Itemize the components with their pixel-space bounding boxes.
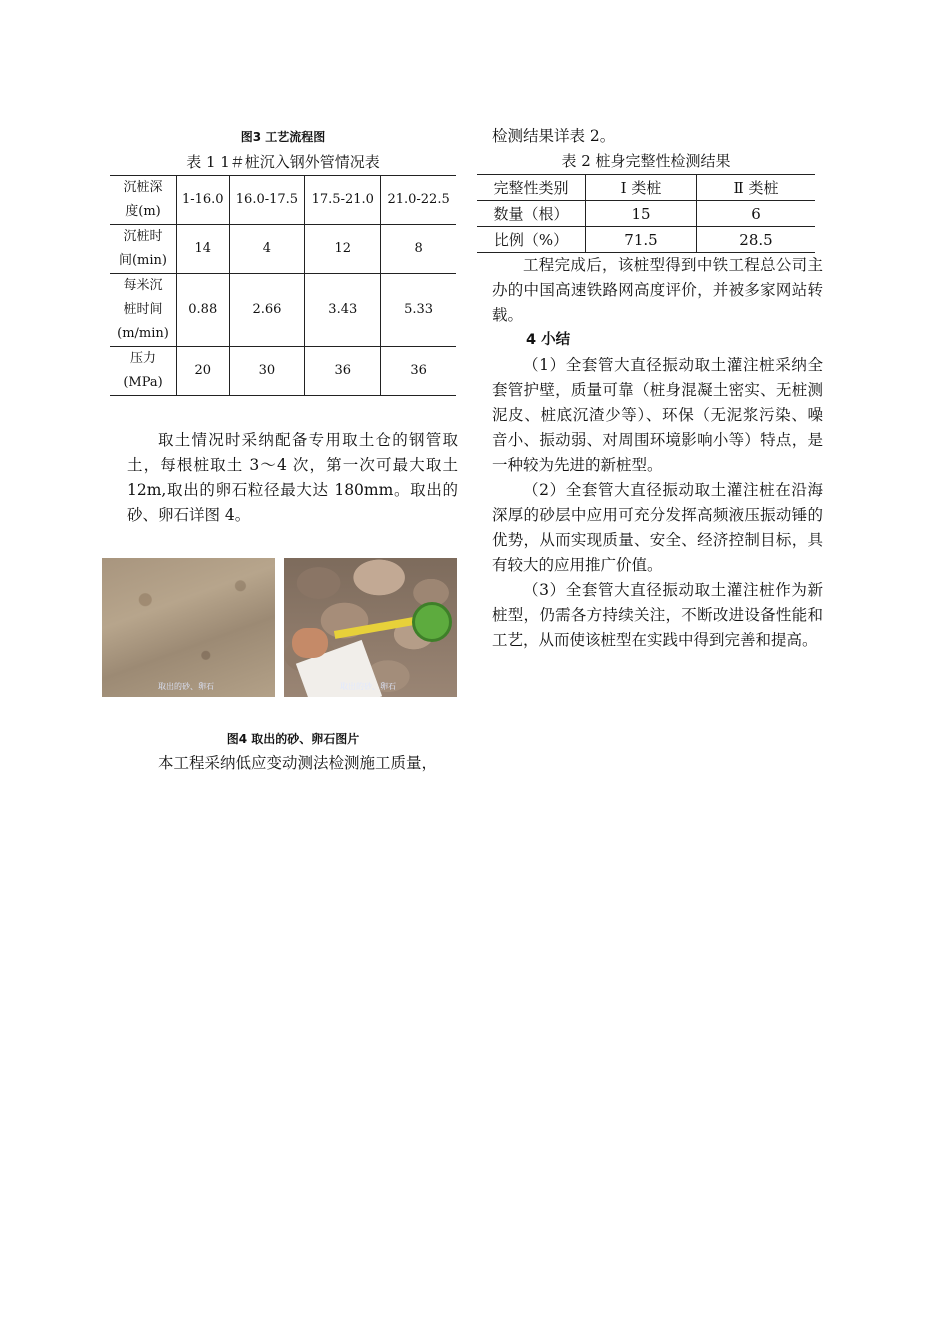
table-cell: 3.43 xyxy=(305,274,381,347)
table-cell: 6 xyxy=(697,201,816,227)
paragraph-testing: 本工程采纳低应变动测法检测施工质量， xyxy=(158,754,438,772)
row-header: 数量（根） xyxy=(477,201,586,227)
table-1 xyxy=(110,175,456,396)
table-row xyxy=(110,274,456,347)
table-2 xyxy=(477,174,815,253)
table-cell: 5.33 xyxy=(381,274,456,347)
column-header: Ⅱ 类桩 xyxy=(697,175,816,201)
table-cell: 12 xyxy=(305,225,381,274)
table-cell: 1-16.0 xyxy=(177,176,230,225)
table-cell: 16.0-17.5 xyxy=(229,176,305,225)
summary-item-2: （2）全套管大直径振动取土灌注桩在沿海深厚的砂层中应用可充分发挥高频液压振动锤的优势，从而实现质量、安全、经济控制目标，具有较大的应用推广价值。 xyxy=(492,481,823,574)
row-header: 比例（%） xyxy=(477,227,586,253)
section-heading: 4 小结 xyxy=(526,332,571,348)
row-header: 压力 (MPa) xyxy=(110,347,177,396)
table-row xyxy=(477,227,815,253)
table-cell: 14 xyxy=(177,225,230,274)
table-cell: 36 xyxy=(381,347,456,396)
hand-shape xyxy=(292,628,328,658)
table-cell: 71.5 xyxy=(586,227,697,253)
table-row xyxy=(110,225,456,274)
table-cell: 0.88 xyxy=(177,274,230,347)
table-cell: 4 xyxy=(229,225,305,274)
tape-reel-icon xyxy=(412,602,452,642)
pebbles-photo xyxy=(284,558,457,697)
summary-item-1: （1）全套管大直径振动取土灌注桩采纳全套管护壁，质量可靠（桩身混凝土密实、无桩测泥皮、桩底沉渣少等）、环保（无泥浆污染、噪音小、振动弱、对周围环境影响小等）特点，是一种较为先进的新桩型。 xyxy=(492,356,823,474)
table-header-row xyxy=(477,175,815,201)
row-header: 每米沉 桩时间 (m/min) xyxy=(110,274,177,347)
row-header: 沉桩深 度(m) xyxy=(110,176,177,225)
table-cell: 20 xyxy=(177,347,230,396)
tape-measure-icon xyxy=(334,617,414,639)
table-cell: 28.5 xyxy=(697,227,816,253)
column-header: Ⅰ 类桩 xyxy=(586,175,697,201)
table-row xyxy=(477,201,815,227)
summary-section xyxy=(492,253,823,653)
table-1-title: 表 1 1＃桩沉入钢外管情况表 xyxy=(186,153,380,171)
paragraph-continuation: 检测结果详表 2。 xyxy=(492,127,616,145)
summary-item-3: （3）全套管大直径振动取土灌注桩作为新桩型，仍需各方持续关注，不断改进设备性能和工艺，从而使该桩型在实践中得到完善和提高。 xyxy=(492,581,823,649)
table-cell: 30 xyxy=(229,347,305,396)
table-cell: 17.5-21.0 xyxy=(305,176,381,225)
figure-4-title: 图4 取出的砂、卵石图片 xyxy=(226,732,360,746)
row-header: 沉桩时 间(min) xyxy=(110,225,177,274)
table-row xyxy=(110,176,456,225)
column-header: 完整性类别 xyxy=(477,175,586,201)
sand-photo xyxy=(102,558,275,697)
table-cell: 8 xyxy=(381,225,456,274)
table-cell: 36 xyxy=(305,347,381,396)
photo-caption: 取出的砂、卵石 xyxy=(158,682,214,691)
figure-3-title: 图3 工艺流程图 xyxy=(240,130,326,144)
table-cell: 21.0-22.5 xyxy=(381,176,456,225)
paragraph-soil-extraction: 取土情况时采纳配备专用取土仓的钢管取土，每根桩取土 3～4 次，第一次可最大取土 12m,取出的卵石粒径最大达 180mm。取出的砂、卵石详图 4。 xyxy=(127,431,458,524)
table-row xyxy=(110,347,456,396)
photo-caption: 取出的砂、卵石 xyxy=(340,682,396,691)
table-cell: 2.66 xyxy=(229,274,305,347)
table-2-title: 表 2 桩身完整性检测结果 xyxy=(561,152,731,170)
table-cell: 15 xyxy=(586,201,697,227)
paragraph-evaluation: 工程完成后，该桩型得到中铁工程总公司主办的中国高速铁路网高度评价，并被多家网站转载。 xyxy=(492,256,823,324)
